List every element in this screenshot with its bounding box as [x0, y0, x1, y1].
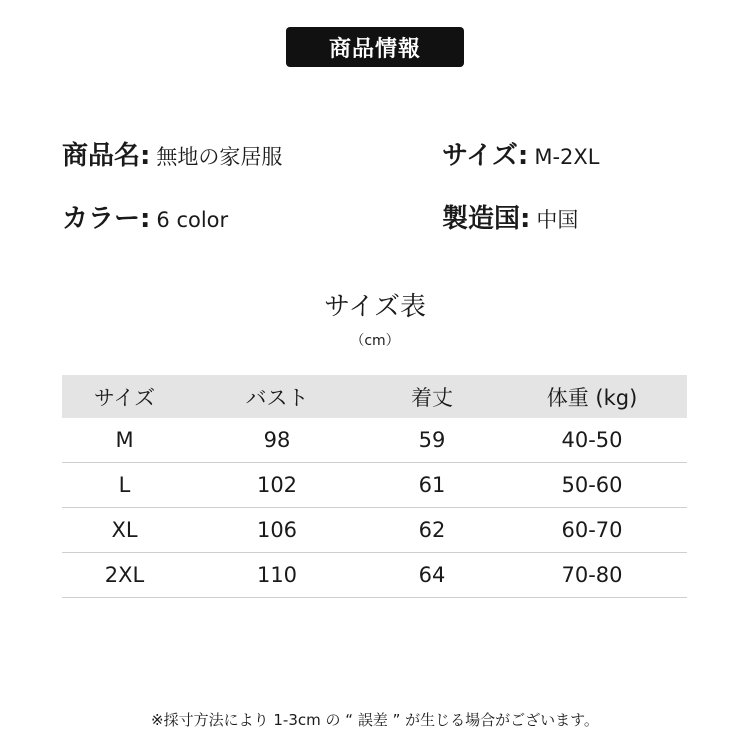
table-cell-weight: 50-60 [497, 463, 687, 508]
size-range-label: サイズ: [442, 141, 529, 171]
table-header-row [62, 375, 687, 418]
product-name-row [62, 135, 282, 172]
measurement-footnote: ※採寸方法により 1-3cm の “ 誤差 ” が生じる場合がございます。 [151, 711, 599, 729]
color-value: 6 color [156, 208, 229, 232]
table-cell-size: 2XL [62, 553, 187, 598]
size-range-row [442, 135, 599, 172]
country-value: 中国 [536, 208, 579, 232]
table-row [62, 463, 687, 508]
column-header-bust: バスト [187, 375, 367, 418]
color-label: カラー: [62, 204, 151, 234]
table-cell-weight: 60-70 [497, 508, 687, 553]
column-header-size: サイズ [62, 375, 187, 418]
size-range-value: M-2XL [534, 145, 600, 169]
section-header-badge: 商品情報 [286, 27, 464, 67]
table-row [62, 508, 687, 553]
table-cell-bust: 98 [187, 418, 367, 463]
color-row [62, 198, 228, 235]
size-chart-table [62, 375, 687, 598]
table-cell-length: 59 [367, 418, 497, 463]
table-cell-bust: 102 [187, 463, 367, 508]
table-cell-weight: 70-80 [497, 553, 687, 598]
table-cell-size: XL [62, 508, 187, 553]
table-cell-bust: 106 [187, 508, 367, 553]
table-cell-weight: 40-50 [497, 418, 687, 463]
size-chart-unit: （cm） [350, 333, 400, 349]
table-cell-length: 62 [367, 508, 497, 553]
table-cell-length: 61 [367, 463, 497, 508]
table-row [62, 553, 687, 598]
table-cell-length: 64 [367, 553, 497, 598]
column-header-weight: 体重 (kg) [497, 375, 687, 418]
column-header-length: 着丈 [367, 375, 497, 418]
product-name-label: 商品名: [62, 141, 151, 171]
size-chart-title: サイズ表 [324, 292, 426, 322]
table-cell-size: L [62, 463, 187, 508]
country-row [442, 198, 578, 235]
table-cell-bust: 110 [187, 553, 367, 598]
table-row [62, 418, 687, 463]
product-name-value: 無地の家居服 [156, 145, 283, 169]
table-cell-size: M [62, 418, 187, 463]
country-label: 製造国: [442, 204, 531, 234]
